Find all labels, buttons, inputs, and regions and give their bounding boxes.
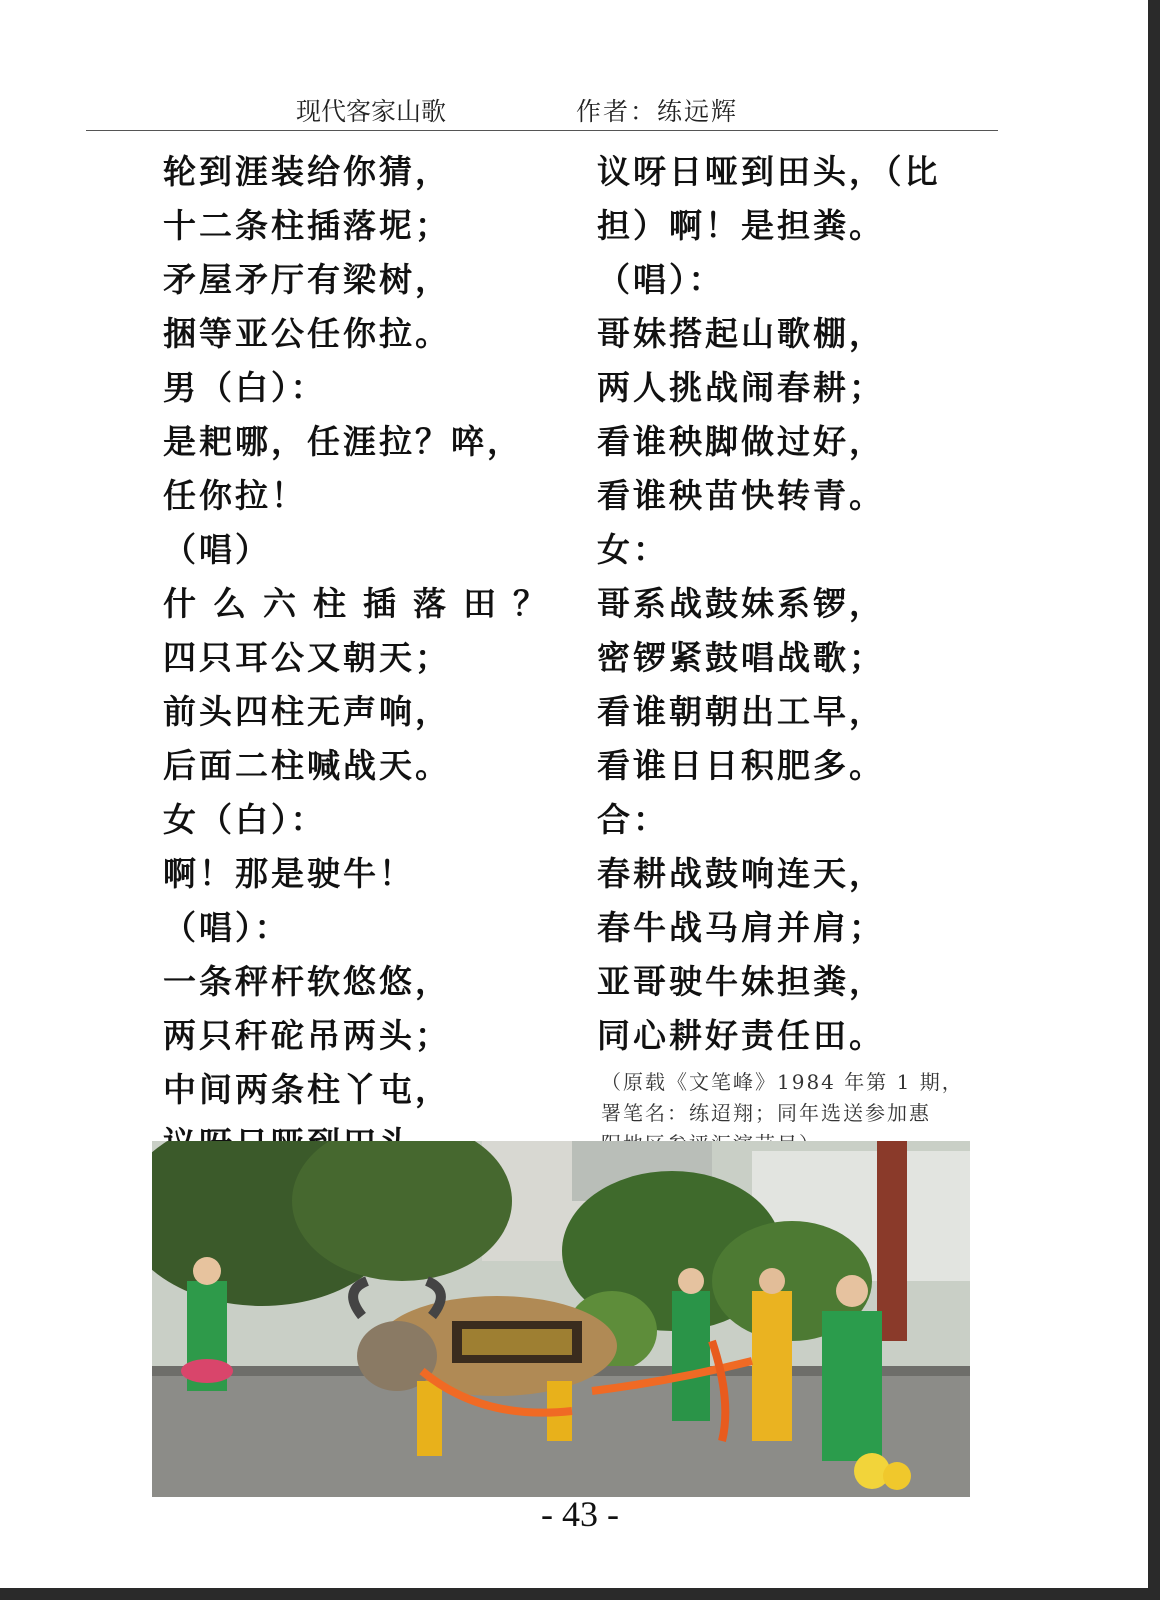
left-column [163, 145, 573, 1225]
source-note-line: （原载《文笔峰》1984 年第 1 期， [601, 1070, 964, 1094]
verse-line: 亚哥驶牛妹担粪， [597, 962, 885, 1001]
verse-line: 一条秤杆软悠悠， [163, 962, 451, 1001]
speaker-line: 合： [597, 800, 669, 839]
verse-line: 任你拉！ [163, 476, 307, 515]
book-title: 现代客家山歌 [296, 97, 447, 126]
speaker-line: （唱） [163, 530, 271, 569]
verse-line: 议呀日哑到田头，（比 [597, 152, 941, 191]
speaker-line: 男（白）： [163, 368, 327, 407]
speaker-line: （唱）： [597, 260, 725, 299]
verse-line: 担）啊！是担粪。 [597, 206, 885, 245]
speaker-line: （唱）： [163, 908, 291, 947]
speaker-line: 女： [597, 530, 669, 569]
verse-line: 密锣紧鼓唱战歌； [597, 638, 885, 677]
verse-line: 看谁秧脚做过好， [597, 422, 885, 461]
verse-line: 轮到涯装给你猜， [163, 152, 451, 191]
scan-edge [0, 1588, 1160, 1600]
verse-line: 矛屋矛厅有梁树， [163, 260, 451, 299]
performance-photo [152, 1141, 970, 1497]
verse-line: 春耕战鼓响连天， [597, 854, 885, 893]
right-column [597, 145, 997, 1160]
verse-line: 四只耳公又朝天； [163, 638, 451, 677]
source-note-line: 署笔名：练迢翔；同年选送参加惠 [601, 1101, 931, 1125]
verse-line: 两只秆砣吊两头； [163, 1016, 451, 1055]
verse-line: 后面二柱喊战天。 [163, 746, 451, 785]
page-header [86, 88, 998, 131]
verse-line: 同心耕好责任田。 [597, 1016, 885, 1055]
scan-edge [1148, 0, 1160, 1600]
verse-line: 十二条柱插落坭； [163, 206, 451, 245]
verse-line: 两人挑战闹春耕； [597, 368, 885, 407]
page-number: - 43 - [541, 1494, 619, 1534]
verse-line: 看谁秧苗快转青。 [597, 476, 885, 515]
verse-line: 什么六柱插落田？ [163, 584, 563, 623]
verse-line: 捆等亚公任你拉。 [163, 314, 451, 353]
verse-line: 前头四柱无声响， [163, 692, 451, 731]
verse-line: 看谁日日积肥多。 [597, 746, 885, 785]
speaker-line: 女（白）： [163, 800, 327, 839]
verse-line: 哥妹搭起山歌棚， [597, 314, 885, 353]
verse-line: 啊！那是驶牛！ [163, 854, 415, 893]
verse-line: 看谁朝朝出工早， [597, 692, 885, 731]
verse-line: 春牛战马肩并肩； [597, 908, 885, 947]
verse-line: 中间两条柱丫屯， [163, 1070, 451, 1109]
verse-line: 是耙哪，任涯拉？啐， [163, 422, 523, 461]
verse-line: 哥系战鼓妹系锣， [597, 584, 885, 623]
author-line: 作者：练远辉 [576, 97, 739, 126]
